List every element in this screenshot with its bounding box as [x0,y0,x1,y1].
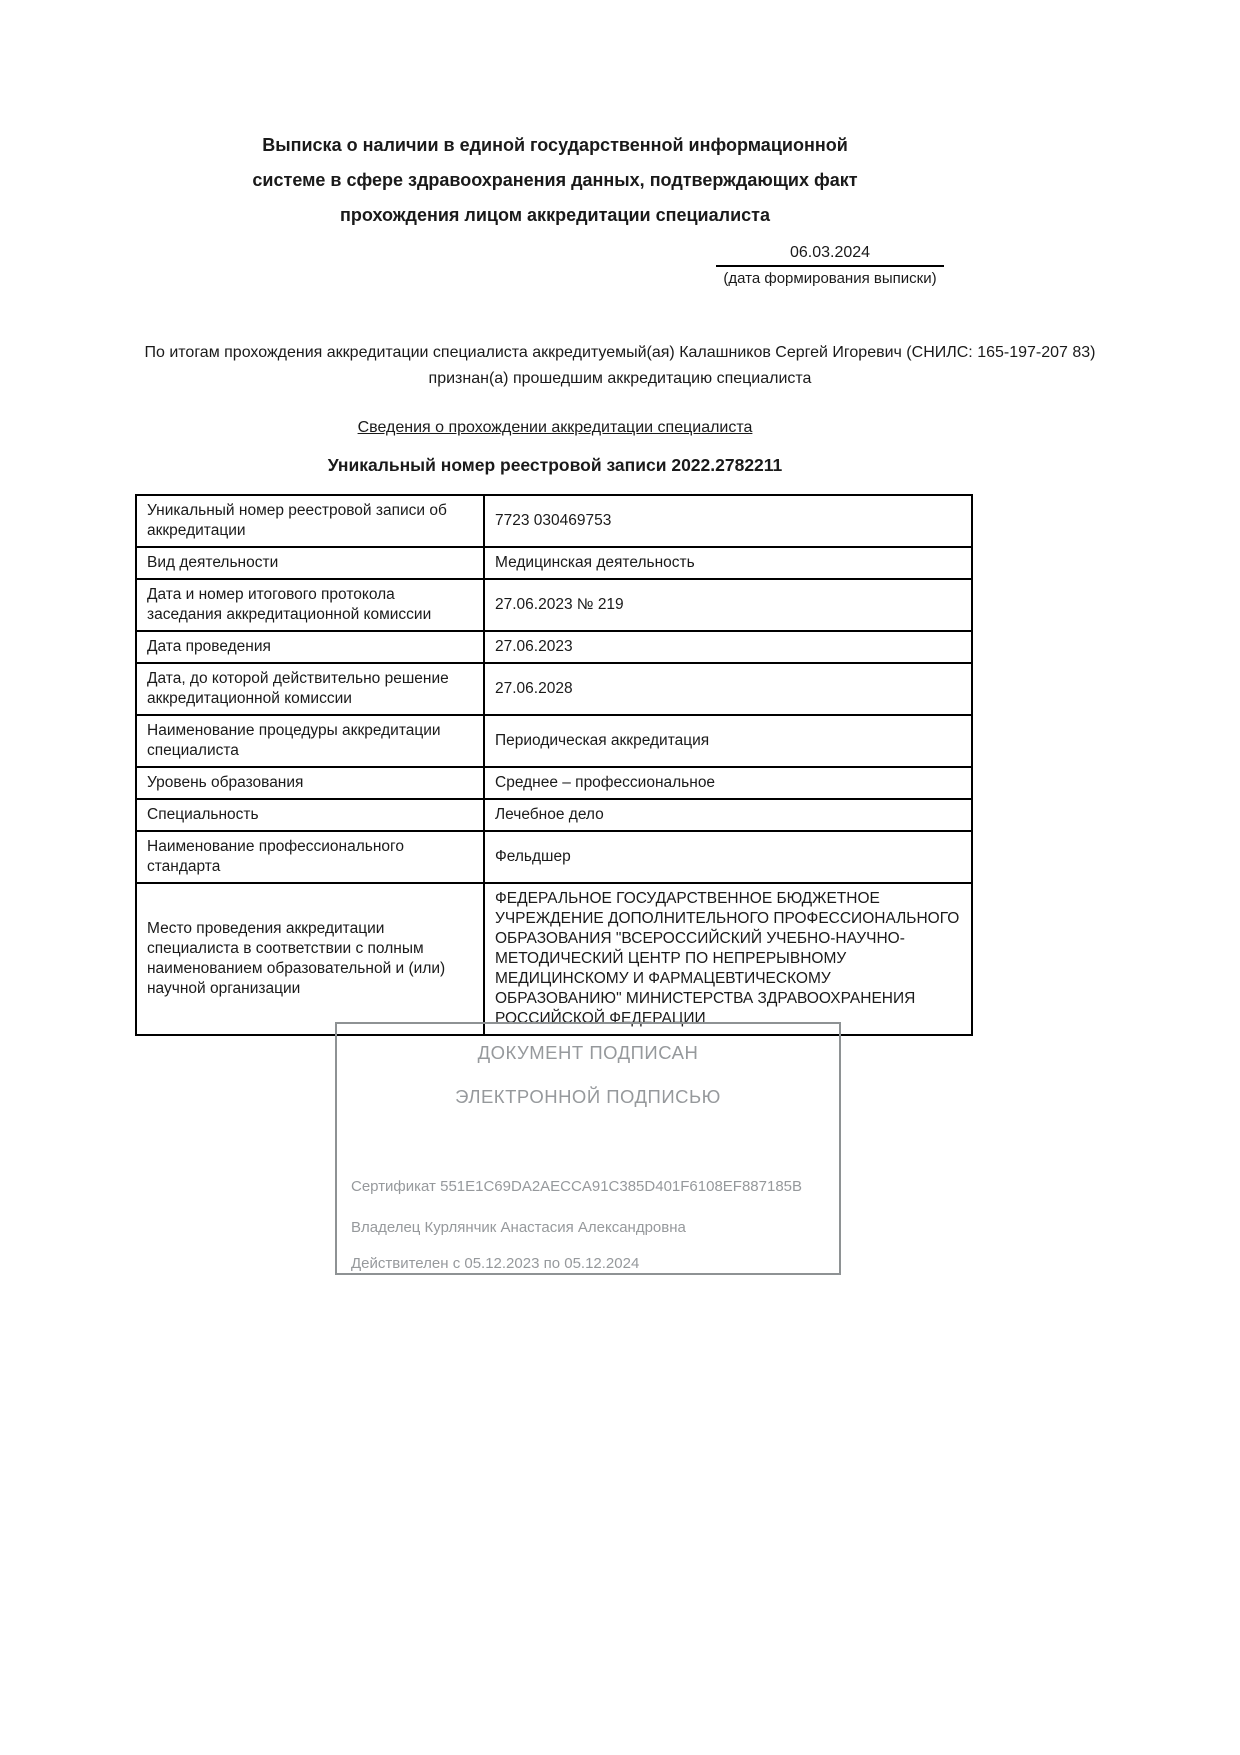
table-row [136,579,972,631]
intro-line: признан(а) прошедшим аккредитацию специалиста [428,370,812,387]
table-row [136,547,972,579]
signature-owner: Владелец Курлянчик Анастасия Александровна [351,1219,686,1236]
table-row [136,715,972,767]
section-heading: Сведения о прохождении аккредитации специалиста [357,419,753,436]
intro-line: По итогам прохождения аккредитации специалиста аккредитуемый(ая) Калашников Сергей Игоревич (СНИЛС: 165-197-207 83) [144,344,1096,361]
row-value: Среднее – профессиональное [484,767,972,799]
table-row [136,663,972,715]
extract-date-block [716,244,944,287]
row-label: Уникальный номер реестровой записи об аккредитации [136,495,484,547]
table-row [136,883,972,1035]
document-title [135,128,975,233]
table-row [136,799,972,831]
row-value: Периодическая аккредитация [484,715,972,767]
signature-title-line: ЭЛЕКТРОННОЙ ПОДПИСЬЮ [455,1086,721,1107]
table-row [136,631,972,663]
row-value: Медицинская деятельность [484,547,972,579]
row-label: Специальность [136,799,484,831]
document-title-line: Выписка о наличии в единой государственной информационной [262,135,848,155]
intro-paragraph [120,340,1120,392]
table-row [136,767,972,799]
row-label: Вид деятельности [136,547,484,579]
signature-validity: Действителен с 05.12.2023 по 05.12.2024 [351,1255,640,1272]
document-title-line: прохождения лицом аккредитации специалиста [340,205,770,225]
row-label: Наименование профессионального стандарта [136,831,484,883]
row-label: Дата, до которой действительно решение аккредитационной комиссии [136,663,484,715]
digital-signature-stamp [335,1022,841,1275]
row-value: 27.06.2023 № 219 [484,579,972,631]
row-label: Уровень образования [136,767,484,799]
row-value: 27.06.2023 [484,631,972,663]
row-value: Фельдшер [484,831,972,883]
accreditation-table [135,494,973,1036]
extract-date-caption: (дата формирования выписки) [723,270,937,287]
extract-date-value: 06.03.2024 [716,244,944,267]
table-row [136,495,972,547]
registry-number-heading: Уникальный номер реестровой записи 2022.2782211 [327,455,783,475]
table-row [136,831,972,883]
row-value: Лечебное дело [484,799,972,831]
signature-title-line: ДОКУМЕНТ ПОДПИСАН [477,1042,699,1063]
row-value: 27.06.2028 [484,663,972,715]
row-label: Дата и номер итогового протокола заседания аккредитационной комиссии [136,579,484,631]
row-value: ФЕДЕРАЛЬНОЕ ГОСУДАРСТВЕННОЕ БЮДЖЕТНОЕ УЧРЕЖДЕНИЕ ДОПОЛНИТЕЛЬНОГО ПРОФЕССИОНАЛЬНОГО ОБРАЗОВАНИЯ "ВСЕРОССИЙСКИЙ УЧЕБНО-НАУЧНО-МЕТОДИЧЕСКИЙ ЦЕНТР ПО НЕПРЕРЫВНОМУ МЕДИЦИНСКОМУ И ФАРМАЦЕВТИЧЕСКОМУ ОБРАЗОВАНИЮ" МИНИСТЕРСТВА ЗДРАВООХРАНЕНИЯ РОССИЙСКОЙ ФЕДЕРАЦИИ [484,883,972,1035]
row-label: Место проведения аккредитации специалиста в соответствии с полным наименованием образовательной и (или) научной организации [136,883,484,1035]
signature-certificate: Сертификат 551E1C69DA2AECCA91C385D401F6108EF887185B [351,1178,803,1195]
document-title-line: системе в сфере здравоохранения данных, подтверждающих факт [252,170,858,190]
row-label: Дата проведения [136,631,484,663]
row-label: Наименование процедуры аккредитации специалиста [136,715,484,767]
row-value: 7723 030469753 [484,495,972,547]
